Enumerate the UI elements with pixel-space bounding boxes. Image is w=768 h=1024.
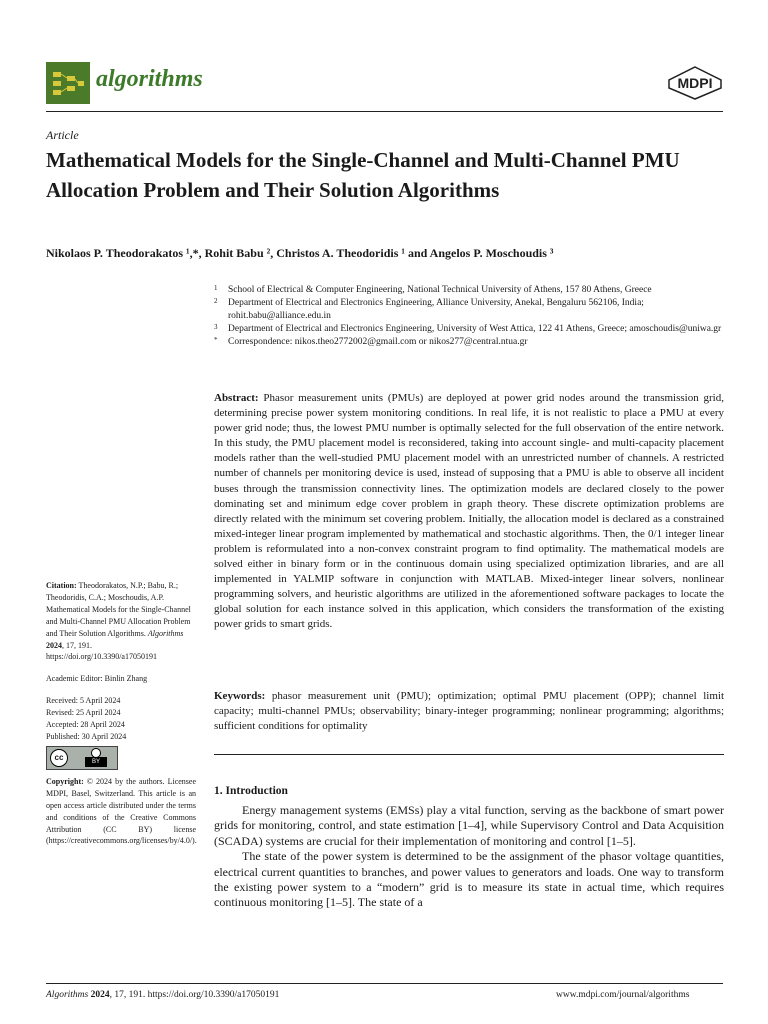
journal-name: algorithms	[96, 66, 203, 92]
keywords-divider	[214, 754, 724, 755]
cc-by-license-badge[interactable]	[46, 746, 118, 770]
affiliation-text: Department of Electrical and Electronics Engineering, University of West Attica, 122 41 Athens, Greece; amoschoudis@uniwa.gr	[228, 324, 722, 334]
received-date: Received: 5 April 2024	[46, 696, 121, 706]
journal-logo-icon	[46, 62, 90, 104]
keywords	[214, 689, 724, 734]
article-type: Article	[46, 128, 79, 142]
intro-paragraph: The state of the power system is determined to be the assignment of the phasor voltage quantities, electrical current quantities to branches, and power values to generators and loads. One way to transform the existing power system to a “modern” grid is to measure its state in actual time, which requires continuous monitoring [1–5]. The state of a	[214, 849, 724, 910]
affiliation-mark: 1	[214, 284, 218, 292]
keywords-label: Keywords:	[214, 690, 266, 702]
affiliation-item	[214, 336, 726, 349]
section-heading: 1. Introduction	[214, 785, 288, 797]
introduction-body	[214, 803, 724, 911]
mdpi-logo-text: MDPI	[677, 75, 713, 91]
copyright-text: © 2024 by the authors. Licensee MDPI, Basel, Switzerland. This article is an open access article distributed under the terms and conditions of the Creative Commons Attribution (CC BY) license (https://creativecommons.org/licenses/by/4.0/).	[46, 776, 197, 846]
citation-text: Theodorakatos, N.P.; Babu, R.; Theodoridis, C.A.; Moschoudis, A.P. Mathematical Models for the Single-Channel and Multi-Channel PMU Allocation Problem and Their Solution Algorithms.	[46, 581, 191, 638]
academic-editor: Academic Editor: Binlin Zhang	[46, 674, 148, 684]
citation-journal: Algorithms	[147, 628, 184, 638]
affiliation-text: Department of Electrical and Electronics Engineering, Alliance University, Anekal, Bengaluru 562106, India; rohit.babu@alliance.edu.in	[228, 298, 644, 321]
affiliation-item	[214, 297, 726, 323]
citation-year: 2024	[46, 640, 62, 650]
copyright-label: Copyright:	[46, 776, 84, 786]
affiliation-mark: *	[214, 336, 218, 344]
abstract	[214, 391, 724, 633]
intro-paragraph: Energy management systems (EMSs) play a vital function, serving as the backbone of smart power grids for monitoring, control, and state estimation [1–4], while Supervisory Control and Data Acquisition (SCADA) systems are crucial for their implementation of monitoring and control [1–5].	[214, 803, 724, 848]
affiliation-text: School of Electrical & Computer Engineering, National Technical University of Athens, 157 80 Athens, Greece	[228, 285, 652, 295]
article-title: Mathematical Models for the Single-Channel and Multi-Channel PMU Allocation Problem and Their Solution Algorithms	[46, 148, 680, 202]
keywords-text: phasor measurement unit (PMU); optimization; optimal PMU placement (OPP); channel limit capacity; multi-channel PMUs; observability; binary-integer programming; nonlinear programming; algorithms; sufficient conditions for optimality	[214, 690, 724, 733]
footer-divider	[46, 983, 723, 984]
citation	[46, 580, 196, 663]
revised-date: Revised: 25 April 2024	[46, 708, 121, 718]
footer-url[interactable]: www.mdpi.com/journal/algorithms	[556, 990, 690, 1000]
cc-icon: cc	[50, 749, 68, 767]
citation-doi[interactable]: , 17, 191. https://doi.org/10.3390/a17050191	[46, 640, 157, 662]
footer-doi[interactable]: , 17, 191. https://doi.org/10.3390/a17050191	[109, 990, 280, 1000]
affiliation-text: Correspondence: nikos.theo2772002@gmail.com or nikos277@central.ntua.gr	[228, 337, 528, 347]
affiliation-mark: 2	[214, 297, 218, 305]
footer-journal: Algorithms	[46, 990, 89, 1000]
header-divider	[46, 111, 723, 112]
accepted-date: Accepted: 28 April 2024	[46, 720, 125, 730]
mdpi-logo	[668, 66, 722, 100]
affiliations	[214, 284, 726, 349]
affiliation-item	[214, 323, 726, 336]
copyright	[46, 776, 196, 847]
published-date: Published: 30 April 2024	[46, 731, 127, 741]
sidebar	[46, 580, 196, 847]
affiliation-mark: 3	[214, 323, 218, 331]
footer-year: 2024	[90, 990, 110, 1000]
author-list: Nikolaos P. Theodorakatos ¹,*, Rohit Babu ², Christos A. Theodoridis ¹ and Angelos P. Moschoudis ³	[46, 246, 554, 260]
by-icon: BY	[85, 757, 107, 767]
footer-citation	[46, 990, 279, 1000]
affiliation-item	[214, 284, 726, 297]
abstract-text: Phasor measurement units (PMUs) are deployed at power grid nodes around the transmission grid, determining precise power system monitoring conditions. In real life, it is not realistic to place a PMU at every power grid node; thus, the lowest PMU number is optimally selected for the full observation of the entire network. In this study, the PMU placement model is reconsidered, taking into account single- and multi-capacity placement models rather than the well-studied PMU placement model with an unrestricted number of channels. A restricted number of channels per monitoring device is used, instead of supposing that a PMU is able to observe all incident buses through the transmission connectivity lines. The optimization models are declared closely to the power dominating set and minimum edge cover problem in graph theory. These discrete optimization problems are directly related with the minimum set covering problem. Initially, the allocation model is declared as a constrained mixed-integer linear program implemented by mathematical and stochastic algorithms. Then, the 0/1 integer linear problem is reformulated into a non-convex constraint program to find optimality. The mathematical models are solved either in binary form or in the continuous domain using specialized optimization libraries, and are all implemented in YALMIP software in conjunction with MATLAB. Mixed-integer linear solvers, nonlinear programming solvers, and heuristic algorithms are utilized in the aforementioned software packages to locate the global solution for each instance solved in this application, which considers the transformation of the existing power grids to smart grids.	[214, 392, 724, 631]
citation-label: Citation:	[46, 581, 77, 590]
abstract-label: Abstract:	[214, 392, 259, 404]
